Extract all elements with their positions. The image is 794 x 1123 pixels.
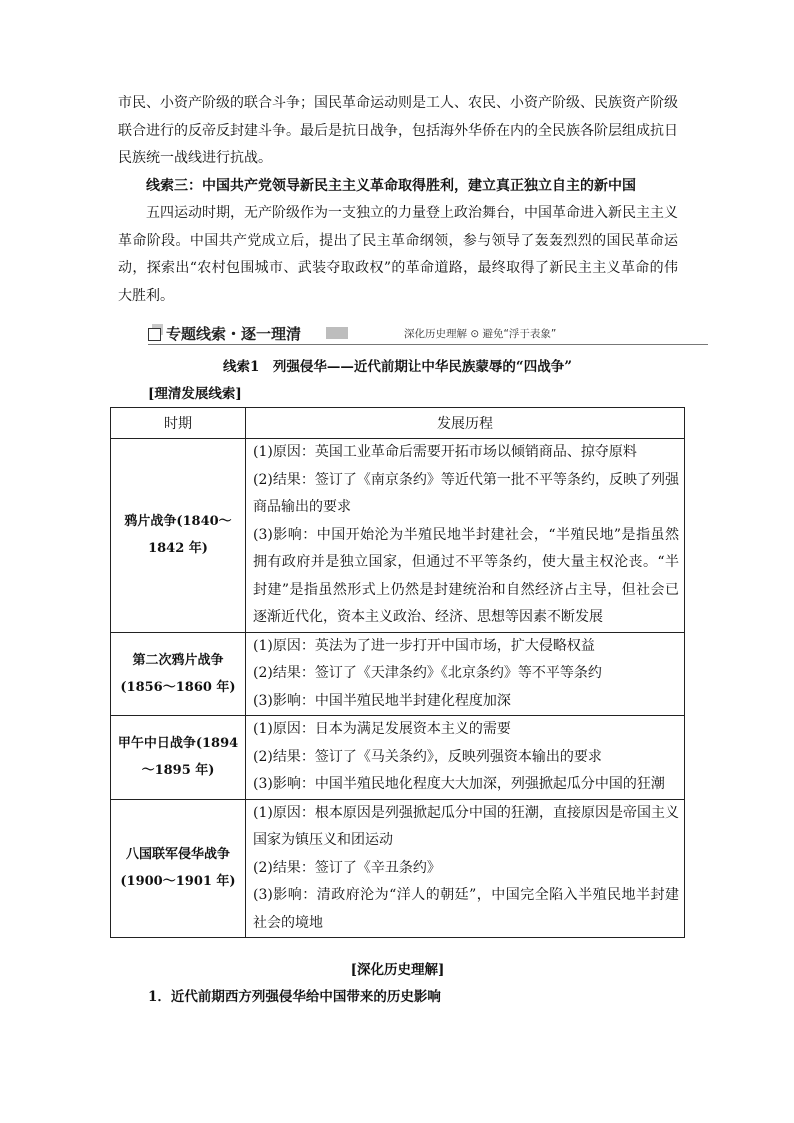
table-row [111, 439, 685, 633]
development-item: (3)影响：中国半殖民地半封建化程度加深 [253, 692, 511, 709]
period-cell: 甲午中日战争(1894～1895 年) [111, 716, 246, 800]
development-item: (3)影响：中国半殖民地化程度大大加深，列强掀起瓜分中国的狂潮 [253, 776, 665, 792]
development-cell [246, 716, 685, 800]
development-item: (2)结果：签订了《辛丑条约》 [253, 859, 441, 876]
table-header-period: 时期 [111, 408, 246, 439]
development-cell [246, 439, 685, 633]
intro-paragraph-2: 五四运动时期，无产阶级作为一支独立的力量登上政治舞台，中国革命进入新民主主义革命阶段。中国共产党成立后，提出了民主革命纲领，参与领导了轰轰烈烈的国民革命运动，探索出“农村包围城市、武装夺取政权”的革命道路，最终取得了新民主主义革命的伟大胜利。 [118, 205, 678, 304]
development-item: (1)原因：英国工业革命后需要开拓市场以倾销商品、掠夺原料 [253, 444, 637, 460]
table-row [111, 799, 685, 938]
banner-square-icon [148, 328, 161, 341]
period-cell: 鸦片战争(1840～1842 年) [111, 439, 246, 633]
period-cell: 八国联军侵华战争(1900～1901 年) [111, 799, 246, 938]
clue-1-heading: 线索1 列强侵华——近代前期让中华民族蒙辱的“四战争” [223, 359, 572, 375]
banner-title: 专题线索・逐一理清 [166, 325, 302, 343]
development-item: (2)结果：签订了《南京条约》等近代第一批不平等条约，反映了列强商品输出的要求 [253, 471, 679, 515]
deepen-label: [深化历史理解] [350, 962, 445, 978]
section-banner [148, 323, 708, 345]
table-row [111, 716, 685, 800]
table-row [111, 632, 685, 716]
development-item: (1)原因：根本原因是列强掀起瓜分中国的狂潮，直接原因是帝国主义国家为镇压义和团运动 [253, 804, 679, 848]
development-item: (1)原因：英法为了进一步打开中国市场，扩大侵略权益 [253, 637, 595, 654]
period-cell: 第二次鸦片战争(1856～1860 年) [111, 632, 246, 716]
banner-rule [148, 344, 708, 345]
development-item: (1)原因：日本为满足发展资本主义的需要 [253, 721, 511, 737]
development-item: (3)影响：清政府沦为“洋人的朝廷”，中国完全陷入半殖民地半封建社会的境地 [253, 887, 679, 931]
development-cell [246, 799, 685, 938]
banner-hint: 深化历史理解 ⊙ 避免“浮于表象” [404, 328, 557, 340]
table-header-row [111, 408, 685, 439]
development-item: (2)结果：签订了《天津条约》《北京条约》等不平等条约 [253, 665, 602, 681]
development-cell [246, 632, 685, 716]
history-table [110, 407, 685, 938]
deepen-item-1: 1．近代前期西方列强侵华给中国带来的历史影响 [148, 989, 441, 1005]
clue-3-title: 线索三：中国共产党领导新民主主义革命取得胜利，建立真正独立自主的新中国 [146, 177, 636, 194]
development-item: (3)影响：中国开始沦为半殖民地半封建社会，“半殖民地”是指虽然拥有政府并是独立国家，但通过不平等条约，使大量主权沦丧。“半封建”是指虽然形式上仍然是封建统治和自然经济占主导，但社会已逐渐近代化，资本主义政治、经济、思想等因素不断发展 [253, 526, 679, 625]
development-item: (2)结果：签订了《马关条约》，反映列强资本输出的要求 [253, 748, 602, 765]
table-header-development: 发展历程 [246, 408, 685, 439]
intro-paragraph-1: 市民、小资产阶级的联合斗争；国民革命运动则是工人、农民、小资产阶级、民族资产阶级联合进行的反帝反封建斗争。最后是抗日战争，包括海外华侨在内的全民族各阶层组成抗日民族统一战线进行抗战。 [118, 95, 678, 166]
clue-label: [理清发展线索] [148, 386, 242, 402]
banner-bar-icon [326, 327, 348, 339]
intro-text-block [118, 90, 678, 310]
